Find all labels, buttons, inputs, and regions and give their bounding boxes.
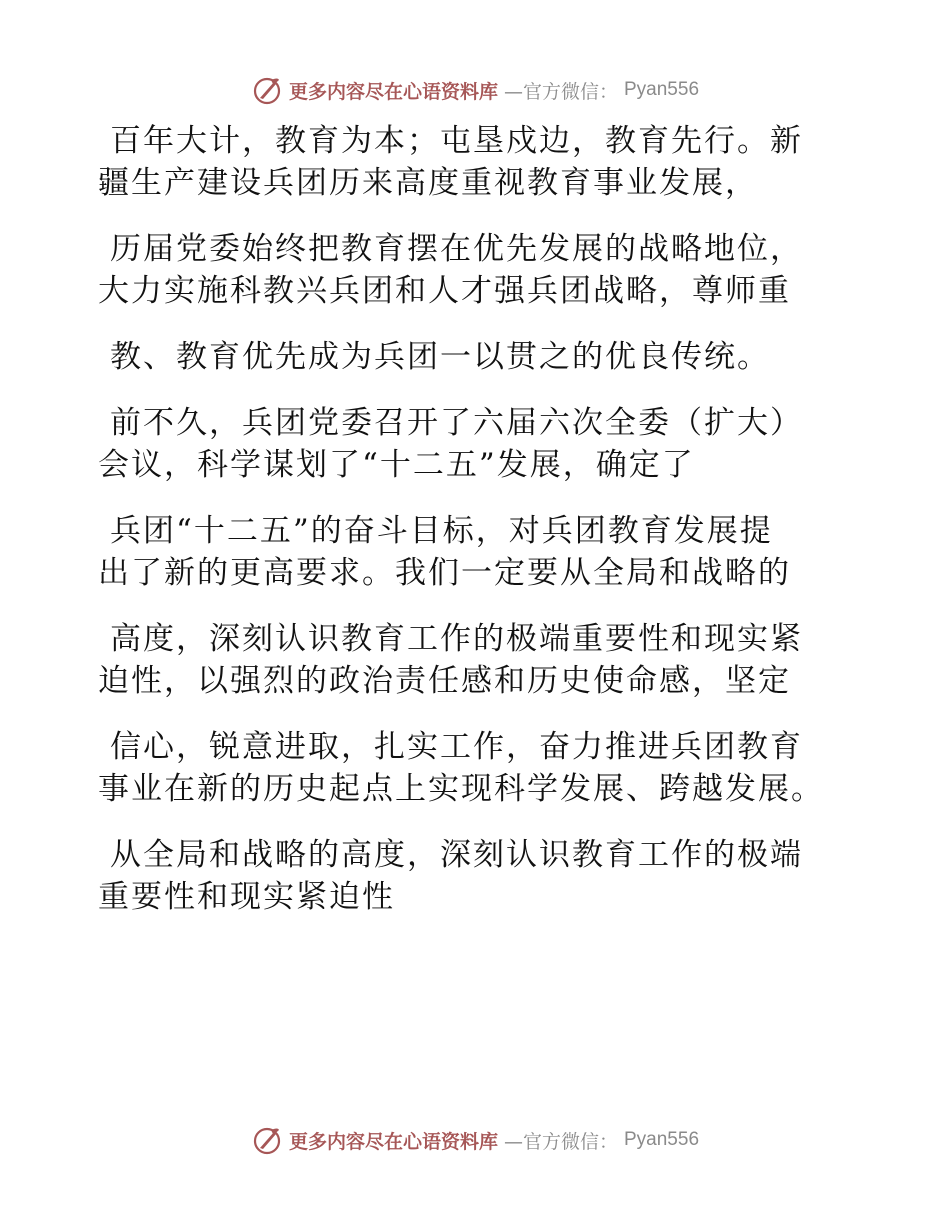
quill-circle-icon xyxy=(251,74,283,106)
text-line: 疆生产建设兵团历来高度重视教育事业发展， xyxy=(98,165,758,201)
watermark-account: Pyan556 xyxy=(624,79,700,100)
header-watermark xyxy=(0,70,950,110)
text-line: 出了新的更高要求。我们一定要从全局和战略的 xyxy=(98,555,791,591)
footer-watermark xyxy=(0,1120,950,1160)
text-line: 教、教育优先成为兵团一以贯之的优良传统。 xyxy=(110,339,770,375)
text-line: 信心，锐意进取，扎实工作，奋力推进兵团教育 xyxy=(110,729,803,765)
watermark-account: Pyan556 xyxy=(624,1129,700,1150)
text-line: 历届党委始终把教育摆在优先发展的战略地位， xyxy=(110,231,803,267)
text-line: 大力实施科教兴兵团和人才强兵团战略，尊师重 xyxy=(98,273,791,309)
text-line: 事业在新的历史起点上实现科学发展、跨越发展。 xyxy=(98,771,824,807)
text-line: 重要性和现实紧迫性 xyxy=(98,879,395,915)
watermark-site-name: 更多内容尽在心语资料库 xyxy=(288,1130,498,1153)
watermark-separator: —官方微信： xyxy=(503,80,618,103)
text-line: 兵团“十二五”的奋斗目标，对兵团教育发展提 xyxy=(110,513,773,549)
watermark-separator: —官方微信： xyxy=(503,1130,618,1153)
quill-circle-icon xyxy=(251,1124,283,1156)
document-body xyxy=(98,120,838,918)
text-line: 前不久，兵团党委召开了六届六次全委（扩大） xyxy=(110,405,803,441)
watermark-site-name: 更多内容尽在心语资料库 xyxy=(288,80,498,103)
text-line: 从全局和战略的高度，深刻认识教育工作的极端 xyxy=(110,837,803,873)
text-line: 高度，深刻认识教育工作的极端重要性和现实紧 xyxy=(110,621,803,657)
text-line: 会议，科学谋划了“十二五”发展，确定了 xyxy=(98,447,695,483)
text-line: 迫性，以强烈的政治责任感和历史使命感，坚定 xyxy=(98,663,791,699)
text-line: 百年大计，教育为本；屯垦戍边，教育先行。新 xyxy=(110,123,803,159)
